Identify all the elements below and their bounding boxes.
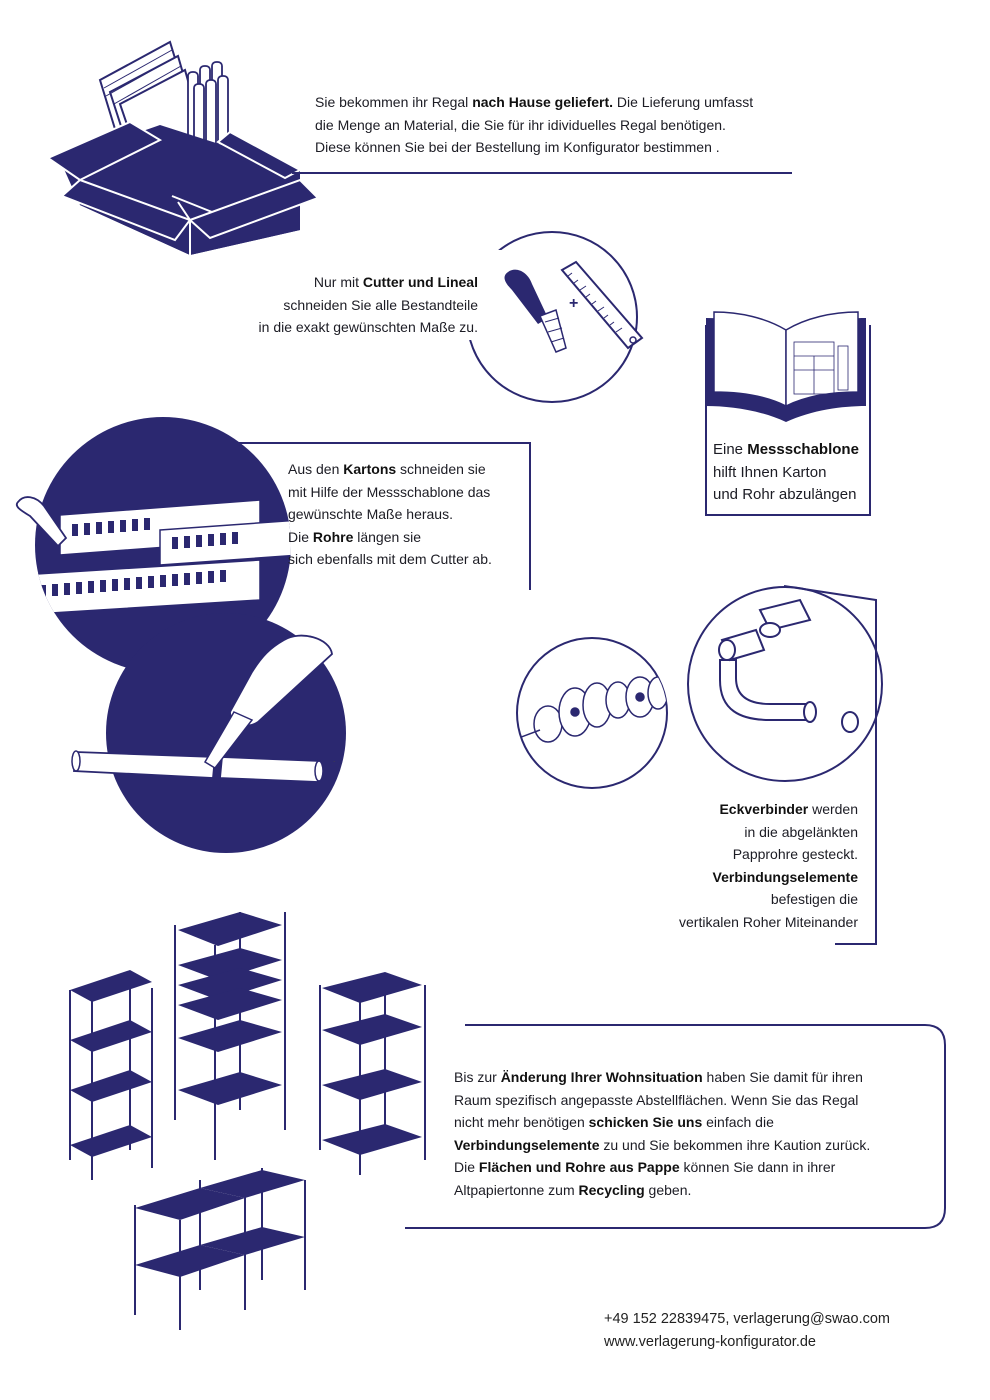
svg-text:.: . [333, 755, 336, 764]
booklet-icon [706, 312, 866, 422]
template-text: Eine Messschablone hilft Ihnen Karton und Rohr abzulängen [713, 441, 859, 503]
tools-text: Nur mit Cutter und Lineal schneiden Sie alle Bestandteile in die exakt gewünschten Maße zu. [258, 274, 478, 335]
contact-info [604, 1308, 890, 1353]
contact-phone-email[interactable]: +49 152 22839475, verlagerung@swao.com [604, 1311, 890, 1327]
shelf-icon [70, 912, 425, 1330]
cutting-text: Aus den Kartons schneiden sie mit Hilfe der Messschablone das gewünschte Maße heraus. Die Rohre längen sie sich ebenfalls mit dem Cutter ab. [288, 461, 492, 567]
delivery-text: Sie bekommen ihr Regal nach Hause geliefert. Die Lieferung umfasst die Menge an Material, die Sie für ihr idividuelles Regal benötigen. Diese können Sie bei der Bestellung im Konfigurator bestimmen . [315, 94, 754, 155]
box-icon [48, 42, 318, 255]
contact-website[interactable]: www.verlagerung-konfigurator.de [604, 1333, 816, 1350]
connector-text: Eckverbinder werden in die abgelänkten Papprohre gesteckt. Verbindungselemente befestigen die vertikalen Roher Miteinander [679, 801, 858, 930]
svg-text:+: + [569, 295, 579, 312]
recycling-text: Bis zur Änderung Ihrer Wohnsituation haben Sie damit für ihren Raum spezifisch angepasste Abstellflächen. Wenn Sie das Regal nicht mehr benötigen schicken Sie uns einfach die Verbindungselemente zu und Sie bekommen ihre Kaution zurück. Die Flächen und Rohre aus Pappe können Sie dann in ihrer Altpapiertonne zum Recycling geben. [454, 1069, 871, 1198]
corner-tube-icon [688, 587, 882, 781]
connector-icon [500, 638, 675, 788]
